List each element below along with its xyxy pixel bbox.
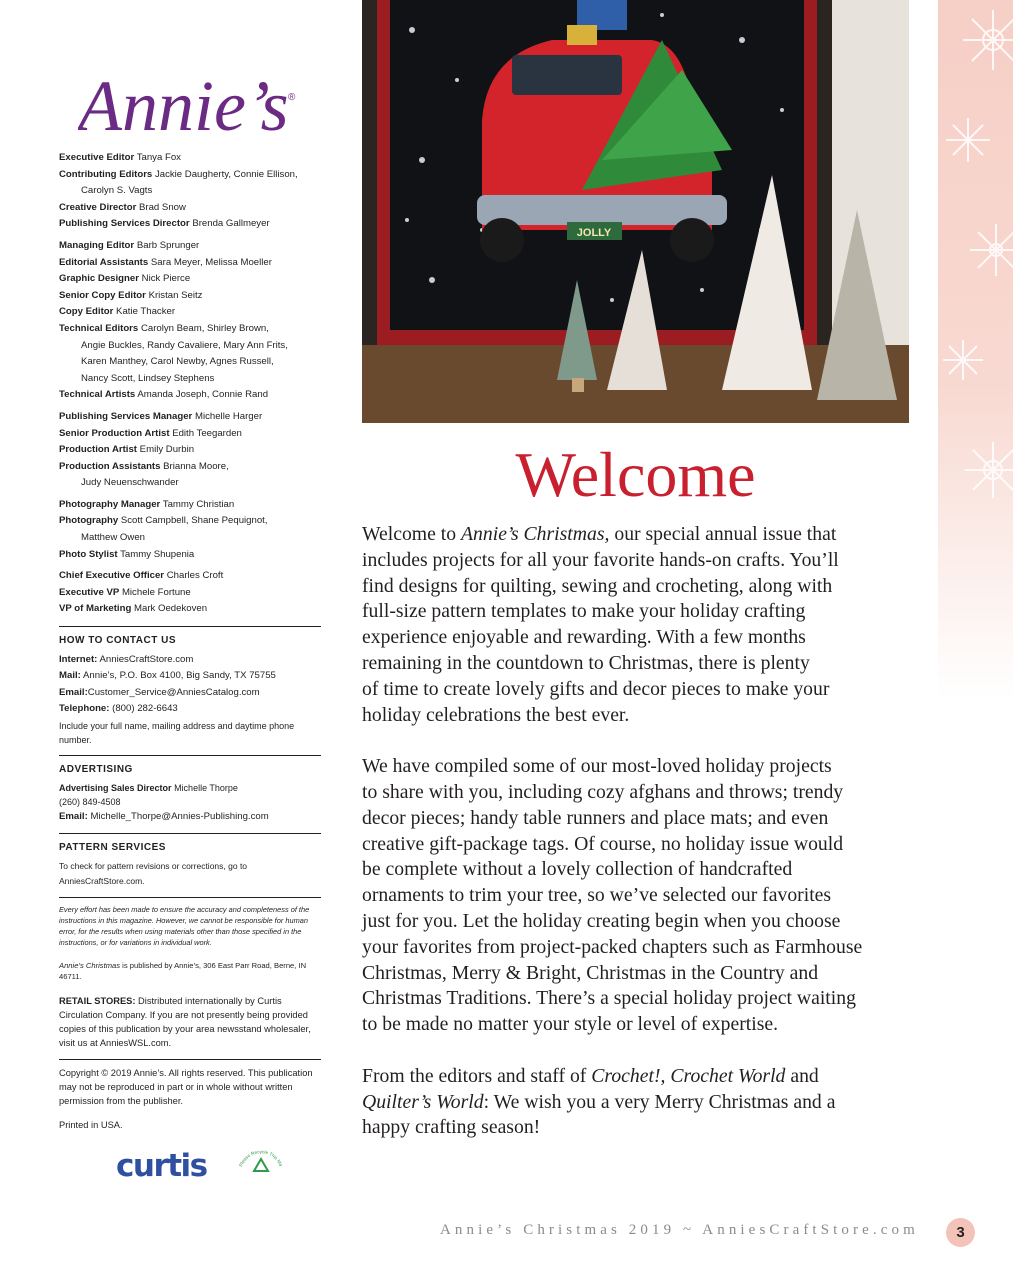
credit-name: Katie Thacker — [116, 306, 176, 318]
body-line: includes projects for all your favorite hands-on crafts. You’ll — [362, 548, 839, 571]
credit-row — [59, 497, 321, 514]
publication-title: Annie’s Christmas — [59, 960, 121, 970]
credit-name: Kristan Seitz — [148, 289, 203, 301]
credit-name: Michele Fortune — [121, 586, 191, 598]
credit-group — [59, 497, 321, 563]
credit-row — [59, 150, 321, 167]
retail-label: RETAIL STORES: — [59, 995, 136, 1006]
p3-text: From the editors and staff of — [362, 1064, 592, 1087]
credit-name: Brad Snow — [139, 201, 186, 213]
credit-role: Graphic Designer — [59, 273, 139, 285]
paragraph-3 — [362, 1064, 922, 1141]
credit-row — [59, 601, 321, 618]
credit-name: Tammy Shupenia — [120, 548, 195, 560]
body-line: to be made no matter your style or level of expertise. — [362, 1013, 779, 1036]
page-title: Welcome — [515, 439, 756, 510]
credit-name: Carolyn Beam, Shirley Brown, — [140, 322, 269, 334]
credit-role: Managing Editor — [59, 239, 135, 251]
p3-text: : We wish you a very Merry Christmas and a — [483, 1090, 836, 1113]
credit-continuation: Carolyn S. Vagts — [81, 185, 153, 197]
email-link[interactable]: Customer_Service@AnniesCatalog.com — [87, 686, 260, 698]
credit-name: Brianna Moore, — [163, 460, 229, 472]
recycle-text: Please Recycle This Ma — [238, 1149, 284, 1168]
credit-role: Executive VP — [59, 586, 120, 598]
credit-role: Senior Copy Editor — [59, 289, 146, 301]
body-line: decor pieces; handy table runners and place mats; and even — [362, 806, 829, 829]
advertising-heading: ADVERTISING — [59, 764, 133, 775]
credit-name: Edith Teegarden — [172, 427, 242, 439]
body-line: ornaments to trim your tree, so we’ve selected our favorites — [362, 884, 832, 907]
credit-name: Brenda Gallmeyer — [192, 218, 270, 230]
credit-row — [59, 513, 321, 530]
contact-section — [59, 626, 321, 747]
credit-name: Tammy Christian — [162, 498, 235, 510]
ad-email-label: Email: — [59, 810, 88, 822]
credit-name: Barb Sprunger — [136, 239, 200, 251]
body-line: remaining in the countdown to Christmas, there is plenty — [362, 651, 810, 674]
recycle-icon — [234, 1137, 288, 1185]
pattern-heading: PATTERN SERVICES — [59, 842, 166, 854]
credit-role: Contributing Editors — [59, 168, 153, 180]
credit-role: Photography — [59, 515, 119, 527]
credit-role: Photography Manager — [59, 498, 161, 510]
paragraph-2 — [362, 754, 922, 1038]
body-line: full-size pattern templates to make your holiday crafting — [362, 600, 806, 623]
contact-note: Include your full name, mailing address and daytime phone number. — [59, 721, 295, 745]
published-text: is published by Annie’s, 306 East Parr Road, Berne, IN 46711. — [59, 960, 307, 981]
page-footer: Annie’s Christmas 2019 ~ AnniesCraftStore.com — [440, 1222, 919, 1238]
credit-row — [59, 271, 321, 288]
copyright-section — [59, 1059, 321, 1133]
credit-name: Scott Campbell, Shane Pequignot, — [120, 515, 268, 527]
credit-row — [59, 288, 321, 305]
credit-name: Amanda Joseph, Connie Rand — [137, 389, 269, 401]
credit-row — [59, 216, 321, 233]
credit-group — [59, 238, 321, 404]
credit-role: Publishing Services Manager — [59, 410, 193, 422]
published-note — [59, 960, 321, 982]
ad-phone: (260) 849-4508 — [59, 796, 121, 807]
curtis-logo: curtis — [116, 1148, 207, 1184]
credit-row — [59, 255, 321, 272]
credit-role: Photo Stylist — [59, 548, 118, 560]
credit-name: Sara Meyer, Melissa Moeller — [150, 256, 272, 268]
credit-row — [59, 585, 321, 602]
pattern-section — [59, 833, 321, 889]
ad-director-name: Michelle Thorpe — [174, 782, 238, 793]
body-line: Christmas Traditions. There’s a special holiday project waiting — [362, 987, 856, 1010]
credit-name: Tanya Fox — [136, 152, 181, 163]
masthead — [59, 150, 321, 1132]
disclaimer-section — [59, 897, 321, 1051]
credit-continuation: Judy Neuenschwander — [81, 477, 179, 489]
retail-text: Distributed internationally by Curtis Circulation Company. If you are not presently being provided copies of this publication by your area newsstand wholesaler, visit us at AnniesWSL.com. — [59, 995, 311, 1049]
credit-row — [59, 442, 321, 459]
body-line: Christmas, Merry & Bright, Christmas in the Country and — [362, 961, 819, 984]
credit-continuation: Matthew Owen — [81, 532, 145, 544]
credit-row — [59, 426, 321, 443]
plate-text: JOLLY — [576, 227, 612, 239]
credit-role: Creative Director — [59, 201, 137, 213]
credit-row — [59, 387, 321, 404]
snowflake-icon — [938, 0, 1013, 700]
credit-name: Jackie Daugherty, Connie Ellison, — [154, 168, 298, 180]
credit-name: Michelle Harger — [194, 410, 263, 422]
credit-row — [59, 568, 321, 585]
body-line: experience enjoyable and rewarding. With a few months — [362, 626, 806, 649]
body-line: of time to create lovely gifts and decor pieces to make your — [362, 677, 830, 700]
body-line: holiday celebrations the best ever. — [362, 703, 630, 726]
credit-row — [59, 459, 321, 476]
body-line: to share with you, including cozy afghans and throws; trendy — [362, 780, 844, 803]
credit-role: Technical Artists — [59, 389, 136, 401]
credit-group — [59, 409, 321, 492]
p3-text: happy crafting season! — [362, 1116, 541, 1139]
logo-text: Annie’s — [78, 66, 289, 145]
credit-role: VP of Marketing — [59, 603, 132, 615]
contact-heading: HOW TO CONTACT US — [59, 635, 177, 647]
annies-logo — [78, 55, 308, 145]
credit-name: Emily Durbin — [139, 444, 195, 456]
article-body — [362, 522, 922, 1167]
pattern-text: To check for pattern revisions or corrections, go to AnniesCraftStore.com. — [59, 860, 248, 886]
credit-role: Senior Production Artist — [59, 427, 170, 439]
decorative-snowflake-band — [938, 0, 1013, 700]
body-line: find designs for quilting, sewing and crocheting, along with — [362, 574, 833, 597]
credit-group — [59, 568, 321, 618]
credit-group — [59, 150, 321, 233]
p1-text: Welcome to — [362, 523, 462, 545]
ad-director-role: Advertising Sales Director — [59, 782, 172, 793]
p3-magazine-title: Quilter’s World — [362, 1090, 484, 1113]
printed-text: Printed in USA. — [59, 1120, 123, 1131]
credit-row — [59, 304, 321, 321]
disclaimer-text: Every effort has been made to ensure the accuracy and completeness of the instructions in this magazine. However, we cannot be responsible for human error, for the results when using materials other than those specified in the instructions, or for variations in individual work. — [59, 904, 310, 947]
credit-role: Publishing Services Director — [59, 218, 190, 230]
body-line: just for you. Let the holiday creating begin when you choose — [362, 909, 841, 932]
mail-address: Annie’s, P.O. Box 4100, Big Sandy, TX 75755 — [83, 670, 276, 682]
credit-role: Production Assistants — [59, 460, 161, 472]
credit-row — [59, 409, 321, 426]
retail-note — [59, 994, 321, 1051]
credit-row — [59, 238, 321, 255]
phone-number: (800) 282-6643 — [112, 703, 178, 715]
paragraph-1 — [362, 522, 922, 728]
body-line: your favorites from project-packed chapters such as Farmhouse — [362, 935, 863, 958]
credit-role: Editorial Assistants — [59, 256, 149, 268]
credit-row — [59, 547, 321, 564]
credit-role: Technical Editors — [59, 322, 139, 334]
credit-continuation: Angie Buckles, Randy Cavaliere, Mary Ann Frits, — [81, 339, 288, 351]
p1-magazine-title: Annie’s Christmas, — [461, 523, 610, 545]
phone-label: Telephone: — [59, 703, 110, 715]
credit-role: Copy Editor — [59, 306, 114, 318]
ad-email-link[interactable]: Michelle_Thorpe@Annies-Publishing.com — [90, 810, 269, 822]
body-line: creative gift-package tags. Of course, no holiday issue would — [362, 832, 844, 855]
credit-name: Charles Croft — [166, 570, 224, 582]
credit-role: Chief Executive Officer — [59, 570, 165, 582]
body-line: be complete without a lovely collection of handcrafted — [362, 858, 793, 881]
page-number-badge: 3 — [946, 1218, 975, 1247]
credit-name: Mark Oedekoven — [134, 603, 208, 615]
credit-name: Nick Pierce — [141, 273, 191, 285]
copyright-text: Copyright © 2019 Annie’s. All rights reserved. This publication may not be reproduced in part or in whole without written permission from the publisher. — [59, 1067, 313, 1106]
staff-credits — [59, 150, 321, 618]
credit-row — [59, 167, 321, 184]
body-line: We have compiled some of our most-loved holiday projects — [362, 755, 832, 778]
p3-text: and — [785, 1064, 819, 1087]
advertising-section — [59, 755, 321, 825]
credit-role: Production Artist — [59, 444, 137, 456]
registered-mark: ® — [288, 92, 296, 103]
p1-text: our special annual issue that — [609, 523, 837, 545]
credit-continuation: Karen Manthey, Carol Newby, Agnes Russell, — [81, 356, 274, 368]
credit-continuation: Nancy Scott, Lindsey Stephens — [81, 372, 215, 384]
holiday-quilt-photo — [362, 0, 909, 423]
credit-role: Executive Editor — [59, 152, 135, 163]
credit-row — [59, 200, 321, 217]
email-label: Email: — [59, 686, 88, 698]
p3-magazine-titles: Crochet!, Crochet World — [591, 1064, 786, 1087]
internet-link[interactable]: AnniesCraftStore.com — [99, 653, 194, 665]
mail-label: Mail: — [59, 670, 81, 682]
credit-row — [59, 321, 321, 338]
internet-label: Internet: — [59, 653, 98, 665]
